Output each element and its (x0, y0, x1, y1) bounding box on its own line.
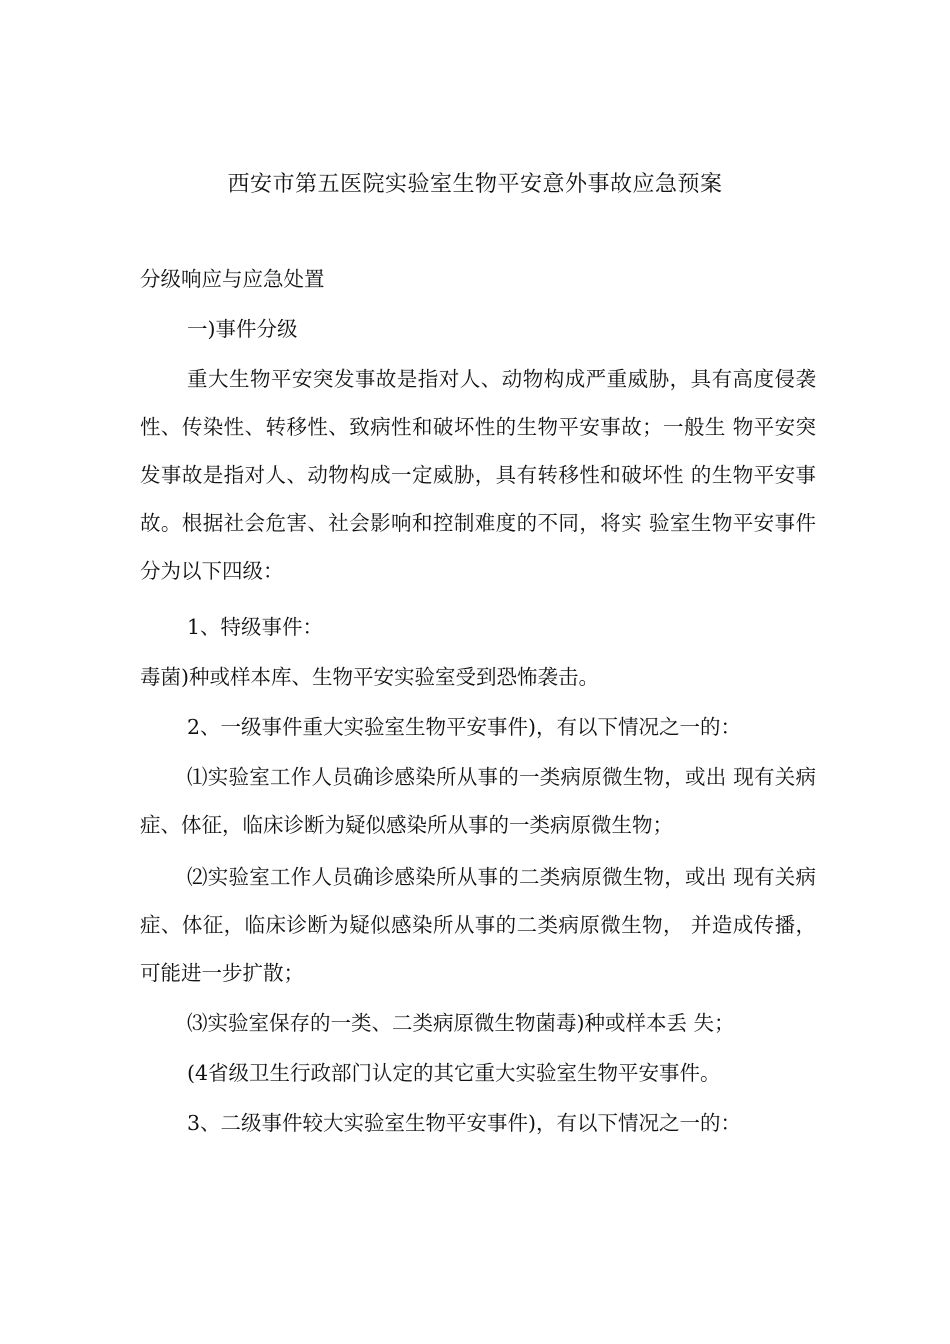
paragraph-item-3: ⑶实验室保存的一类、二类病原微生物菌毒)种或样本丢 失； (187, 1011, 735, 1035)
document-title: 西安市第五医院实验室生物平安意外事故应急预案 (227, 172, 723, 197)
paragraph-level-one: 2、一级事件重大实验室生物平安事件)，有以下情况之一的： (187, 715, 742, 739)
paragraph-definition: 重大生物平安突发事故是指对人、动物构成严重威胁，具有高度侵袭性、传染性、转移性、致病性和破坏性的生物平安事故；一般生 物平安突发事故是指对人、动物构成一定威胁，具有转移性和破坏性 的生物平安事故。根据社会危害、社会影响和控制难度的不同，将实 验室生物平安事件分为以下四级： (140, 367, 816, 583)
section-heading: 分级响应与应急处置 (140, 267, 325, 291)
paragraph-special-level: 1、特级事件： (187, 615, 324, 639)
paragraph-special-detail: 毒菌)种或样本库、生物平安实验室受到恐怖袭击。 (140, 665, 599, 689)
subsection-heading: 一)事件分级 (187, 317, 298, 341)
paragraph-level-two: 3、二级事件较大实验室生物平安事件)，有以下情况之一的： (187, 1111, 742, 1135)
paragraph-item-1: ⑴实验室工作人员确诊感染所从事的一类病原微生物，或出 现有关病症、体征，临床诊断为疑似感染所从事的一类病原微生物； (140, 765, 816, 837)
paragraph-item-4: (4省级卫生行政部门认定的其它重大实验室生物平安事件。 (187, 1061, 721, 1085)
paragraph-item-2: ⑵实验室工作人员确诊感染所从事的二类病原微生物，或出 现有关病症、体征，临床诊断为疑似感染所从事的二类病原微生物， 并造成传播，可能进一步扩散； (140, 865, 816, 985)
